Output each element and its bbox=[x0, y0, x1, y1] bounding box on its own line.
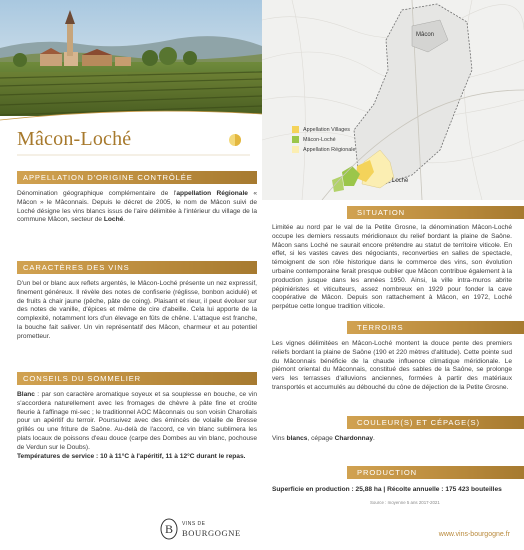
conseils-text: Blanc : par son caractère aromatique soyeux et sa souplesse en bouche, ce vin s'accordera naturellement avec les fromages de chèvre à pâte fine et croûte fleurie à l'affinage mi-sec ; le traditionnel AOC Mâconnais ou son voisin Charollais pour un apéritif du terroir. Poursuivez avec des émincés de volaille de Bresse grillés ou une friture de Saône. Au-delà de l'accord, ce vin blanc sublimera les plats locaux de poissons d'eau douce (carpe des Dombes au vin blanc, pochouse de Verdun sur le Doubs). Températures de service : 10 à 11°C à l'apéritif, 11 à 12°C durant le repas. bbox=[17, 391, 257, 460]
map-legend bbox=[292, 126, 355, 156]
white-wine-icon bbox=[228, 133, 242, 147]
vineyard-photo bbox=[0, 0, 262, 116]
couleurs-text: Vins blancs, cépage Chardonnay. bbox=[272, 435, 375, 442]
section-header-caracteres: CARACTÈRES DES VINS bbox=[17, 261, 257, 274]
title-underline bbox=[0, 152, 262, 158]
legend-swatch-macon-loche bbox=[292, 136, 299, 143]
aoc-text: Dénomination géographique complémentaire de l'appellation Régionale « Mâcon » le Mâconnais. Depuis le décret de 2005, le nom de Mâcon suivi de Loché désigne les vins blancs issus de l'aire délimitée à l'intérieur du village de la commune Mâcon, secteur de Loché. bbox=[17, 190, 257, 224]
section-header-conseils: CONSEILS DU SOMMELIER bbox=[17, 372, 257, 385]
page-title: Mâcon-Loché bbox=[17, 128, 132, 150]
legend-swatch-villages bbox=[292, 126, 299, 133]
logo-small-text: VINS DE bbox=[182, 521, 206, 527]
footer-url[interactable]: www.vins-bourgogne.fr bbox=[438, 531, 510, 538]
legend-item-regionale: Appellation Régionale bbox=[292, 146, 355, 153]
appellation-map bbox=[262, 0, 524, 200]
map-label-loche: Loché bbox=[392, 178, 409, 184]
section-header-couleurs: COULEUR(S) ET CÉPAGE(S) bbox=[347, 416, 524, 429]
terroirs-text: Les vignes délimitées en Mâcon-Loché montent la douce pente des premiers reliefs bordant la plaine de Saône (190 et 220 mètres d'altitude). Cette pointe sud du Mâconnais bénéficie de la chaude influence climatique méridionale. Le piémont oriental du Mâconnais, constitué des sables de la Saône, se prolonge vers les terrasses d'alluvions anciennes, formées à partir des matériaux transportés et accumulés au débouché du cône de déjection de la Petite Grosne. bbox=[272, 340, 512, 391]
decorative-swoosh bbox=[0, 108, 262, 122]
section-header-terroirs: TERROIRS bbox=[347, 321, 524, 334]
production-text: Superficie en production : 25,88 ha | Récolte annuelle : 175 423 bouteilles bbox=[272, 486, 502, 493]
section-header-aoc: APPELLATION D'ORIGINE CONTRÔLÉE bbox=[17, 171, 257, 184]
legend-item-macon-loche: Mâcon-Loché bbox=[292, 136, 355, 143]
situation-text: Limitée au nord par le val de la Petite Grosne, la dénomination Mâcon-Loché occupe les derniers ressauts méridionaux du relief bordant la plaine de Saône. Mâcon sans Loché ne saurait encore prétendre au statut de territoire viticole. En effet, si les vastes caves des négociants, reconverties en salles de spectacle, témoignent de son rôle historique dans le commerce des vins, son évolution urbaine contemporaine ferait presque oublier que Mâcon contribue également à la production jusque dans les années 1950. Ainsi, la ville intra-muros abrite pépiniéristes et viticulteurs, assez nombreux en 1929 pour fonder la cave coopérative de Mâcon. Depuis son rattachement à Mâcon, en 1972, Loché perpétue cette longue tradition viticole. bbox=[272, 224, 512, 311]
legend-swatch-regionale bbox=[292, 146, 299, 153]
bourgogne-b-icon bbox=[160, 518, 178, 540]
svg-text:B: B bbox=[164, 522, 174, 536]
logo-big-text: BOURGOGNE bbox=[182, 528, 241, 538]
section-header-situation: SITUATION bbox=[347, 206, 524, 219]
production-source: Source : moyenne 5 ans 2017-2021 bbox=[370, 500, 440, 505]
section-header-production: PRODUCTION bbox=[347, 466, 524, 479]
legend-item-villages: Appellation Villages bbox=[292, 126, 355, 133]
caracteres-text: D'un bel or blanc aux reflets argentés, le Mâcon-Loché présente un nez expressif, finement généreux. Il révèle des notes de confiserie (réglisse, bonbon acidulé) et de fruits à chair jaune (pêche, pâte de coing). Plaisant et rieur, il peut évoluer sur des notes de vanille, d'épices et même de cire d'abeille. Cela lui apporte de la complexité, notamment lors d'un élevage en fûts de chêne. L'attaque est franche, la bouche fait saliver. Un vin représentatif des Mâcon, charmeur et au potentiel prometteur. bbox=[17, 280, 257, 340]
bourgogne-logo bbox=[160, 518, 241, 540]
map-label-macon: Mâcon bbox=[416, 32, 435, 38]
